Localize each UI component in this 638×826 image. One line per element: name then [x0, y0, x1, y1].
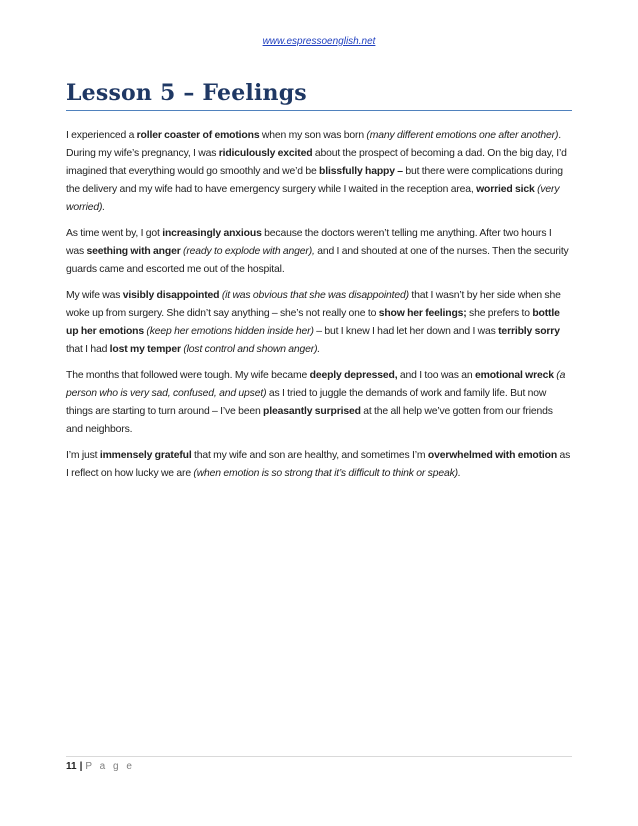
vocab-phrase: increasingly anxious: [162, 228, 262, 239]
text-segment: I experienced a: [66, 130, 137, 141]
vocab-phrase: roller coaster of emotions: [136, 130, 260, 141]
text-segment: The months that followed were tough. My wife became: [66, 370, 310, 381]
definition-text: (lost control and shown anger).: [183, 344, 321, 355]
paragraph: [66, 127, 572, 217]
text-segment: . During my wife’s pregnancy, I was: [66, 130, 562, 159]
text-segment: she prefers to: [466, 308, 533, 319]
vocab-phrase: emotional wreck: [474, 370, 554, 381]
vocab-phrase: blissfully happy –: [319, 166, 403, 177]
definition-text: (it was obvious that she was disappointed): [221, 290, 409, 301]
vocab-phrase: show her feelings;: [378, 308, 467, 319]
text-segment: My wife was: [66, 290, 123, 301]
paragraph: [66, 225, 572, 279]
text-segment: at the all help we’ve gotten from our friends and neighbors.: [66, 406, 553, 435]
vocab-phrase: seething with anger: [86, 246, 181, 257]
page-number: 11: [66, 761, 77, 772]
page-label: P a g e: [85, 761, 135, 772]
text-segment: and I and shouted at one of the nurses. Then the security guards came and escorted me out of the hospital.: [66, 246, 569, 275]
vocab-phrase: bottle up her emotions: [66, 308, 560, 337]
definition-text: (very worried).: [66, 184, 560, 213]
text-segment: as I tried to juggle the demands of work and family life. But now things are starting to turn around – I’ve been: [66, 388, 547, 417]
text-segment: and I too was an: [397, 370, 475, 381]
definition-text: (a person who is very sad, confused, and upset): [66, 370, 566, 399]
text-segment: – but I knew I had let her down and I was: [313, 326, 499, 337]
vocab-phrase: overwhelmed with emotion: [427, 450, 558, 461]
text-segment: As time went by, I got: [66, 228, 163, 239]
vocab-phrase: deeply depressed,: [309, 370, 398, 381]
text-segment: that my wife and son are healthy, and sometimes I’m: [191, 450, 428, 461]
paragraph: [66, 287, 572, 359]
text-segment: that I had: [66, 344, 110, 355]
text-segment: that I wasn’t by her side when she woke up from surgery. She didn’t say anything – she’s not really one to: [66, 290, 561, 319]
lesson-title: Lesson 5 – Feelings: [66, 80, 572, 111]
lesson-body: [66, 127, 572, 491]
text-segment: but there were complications during the delivery and my wife had to have emergency surgery while I waited in the reception area,: [66, 166, 563, 195]
vocab-phrase: terribly sorry: [498, 326, 560, 337]
text-segment: I’m just: [66, 450, 100, 461]
footer-separator: |: [79, 761, 83, 772]
text-segment: when my son was born: [259, 130, 367, 141]
definition-text: (keep her emotions hidden inside her): [146, 326, 314, 337]
definition-text: (when emotion is so strong that it’s difficult to think or speak).: [193, 468, 461, 479]
vocab-phrase: lost my temper: [109, 344, 181, 355]
text-segment: as I reflect on how lucky we are: [66, 450, 571, 479]
paragraph: [66, 367, 572, 439]
header-url-link[interactable]: www.espressoenglish.net: [262, 36, 376, 47]
text-segment: because the doctors weren’t telling me anything. After two hours I was: [66, 228, 552, 257]
definition-text: (ready to explode with anger),: [183, 246, 315, 257]
vocab-phrase: ridiculously excited: [218, 148, 313, 159]
definition-text: (many different emotions one after another): [366, 130, 559, 141]
page-footer: [66, 756, 572, 772]
vocab-phrase: visibly disappointed: [122, 290, 220, 301]
vocab-phrase: pleasantly surprised: [263, 406, 361, 417]
paragraph: [66, 447, 572, 483]
vocab-phrase: immensely grateful: [99, 450, 192, 461]
vocab-phrase: worried sick: [476, 184, 535, 195]
text-segment: about the prospect of becoming a dad. On the big day, I’d imagined that everything would go smoothly and we’d be: [66, 148, 567, 177]
